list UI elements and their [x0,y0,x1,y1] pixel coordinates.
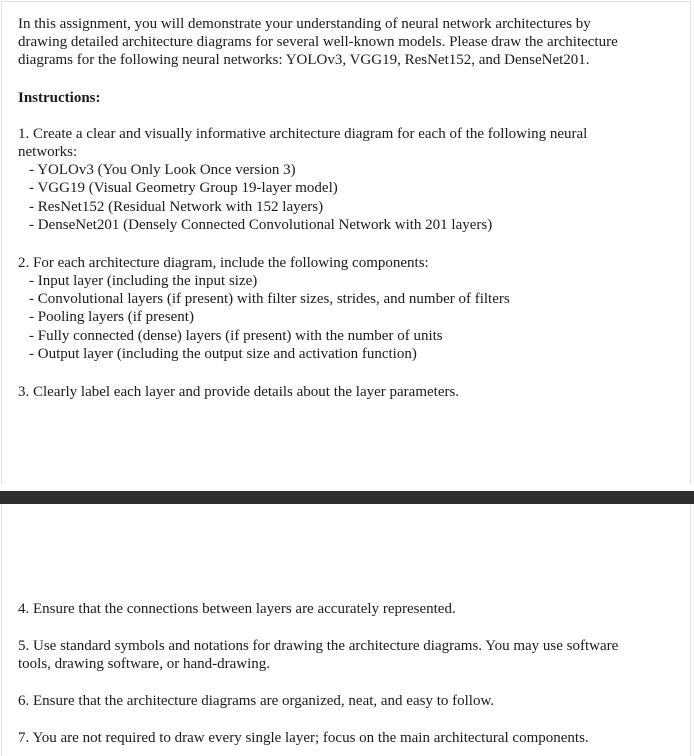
item-2-bullet: - Convolutional layers (if present) with filter sizes, strides, and number of filters [29,291,510,307]
item-1-bullet: - YOLOv3 (You Only Look Once version 3) [29,162,296,178]
intro-line-1: In this assignment, you will demonstrate your understanding of neural network architectures by [18,16,591,32]
item-1-bullet: - ResNet152 (Residual Network with 152 layers) [29,199,324,215]
item-1-bullet: - DenseNet201 (Densely Connected Convolutional Network with 201 layers) [29,217,493,233]
item-2-line: 2. For each architecture diagram, include the following components: [18,255,429,271]
item-5-line-1: 5. Use standard symbols and notations for drawing the architecture diagrams. You may use software [18,638,619,654]
item-3-line: 3. Clearly label each layer and provide details about the layer parameters. [18,384,460,400]
item-2-bullet: - Pooling layers (if present) [29,309,194,325]
intro-line-3: diagrams for the following neural networks: YOLOv3, VGG19, ResNet152, and DenseNet201. [18,52,590,68]
item-4-line: 4. Ensure that the connections between layers are accurately represented. [18,601,456,617]
item-1-line-2: networks: [18,144,78,160]
item-1-line-1: 1. Create a clear and visually informative architecture diagram for each of the following neural [18,126,588,142]
instructions-heading: Instructions: [18,90,101,106]
item-2-bullet: - Input layer (including the input size) [29,273,258,289]
intro-line-2: drawing detailed architecture diagrams for several well-known models. Please draw the architecture [18,34,618,50]
item-2-bullet: - Output layer (including the output size and activation function) [29,346,417,362]
item-7-line: 7. You are not required to draw every single layer; focus on the main architectural components. [18,730,589,746]
item-2-bullet: - Fully connected (dense) layers (if present) with the number of units [29,328,443,344]
section-divider [0,491,694,504]
upper-text-panel [1,1,691,484]
item-1-bullet: - VGG19 (Visual Geometry Group 19-layer model) [29,180,338,196]
item-5-line-2: tools, drawing software, or hand-drawing. [18,656,271,672]
item-6-line: 6. Ensure that the architecture diagrams are organized, neat, and easy to follow. [18,693,495,709]
lower-text-panel [1,504,691,756]
